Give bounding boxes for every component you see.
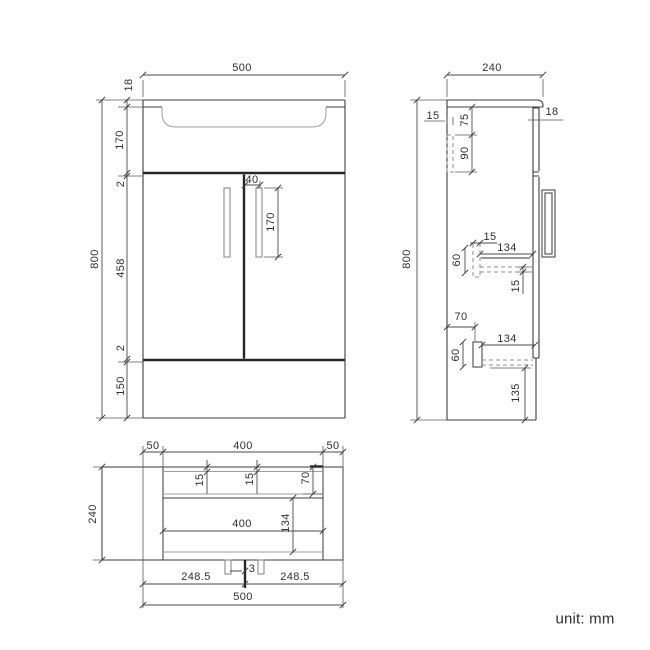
left-door-handle	[224, 188, 230, 257]
dim-side-lower-bracket-offset: 70	[454, 311, 468, 323]
dim-side-upper-shelf-thickness: 15	[510, 279, 522, 293]
dim-side-upper-bracket-thickness: 15	[483, 231, 497, 243]
dim-side-upper-shelf-depth: 134	[497, 242, 517, 254]
dim-front-door-height: 458	[115, 258, 127, 278]
unit-label: unit: mm	[555, 610, 615, 628]
front-view	[89, 62, 348, 421]
plan-right-foot	[258, 560, 264, 574]
dim-side-rail-height: 90	[459, 146, 471, 160]
dim-side-overall-depth: 240	[482, 62, 502, 74]
dim-plan-inner-width-bottom: 400	[232, 518, 252, 530]
dim-side-plinth-clearance: 135	[510, 383, 522, 403]
dim-plan-left-half: 248.5	[181, 571, 211, 583]
dim-front-overall-width: 500	[232, 62, 252, 74]
side-door-handle-inner	[545, 193, 552, 254]
dim-front-worktop-thickness: 18	[123, 78, 135, 92]
hidden-wall-rail	[447, 135, 453, 172]
dim-plan-overall-width: 500	[233, 591, 253, 603]
dim-side-worktop-thickness: 18	[545, 106, 559, 118]
dim-front-handle-length: 170	[265, 212, 277, 232]
side-view	[401, 62, 563, 423]
dim-plan-center-gap: 3	[248, 563, 256, 575]
plan-left-foot	[225, 560, 231, 574]
dim-front-bottom-gap: 2	[115, 344, 127, 352]
dim-plan-overall-depth: 240	[87, 504, 99, 524]
dim-plan-right-panel: 50	[326, 440, 340, 452]
plan-right-panel	[323, 467, 343, 560]
dim-side-upper-bracket-height: 60	[451, 253, 463, 267]
dim-plan-right-half: 248.5	[280, 571, 310, 583]
dim-front-overall-height: 800	[89, 249, 101, 269]
dim-side-back-panel: 15	[426, 110, 440, 122]
dim-front-top-gap: 2	[115, 180, 127, 188]
dim-front-handle-offset: 40	[245, 174, 259, 186]
dim-front-plinth-height: 150	[115, 376, 127, 396]
plan-view	[87, 440, 346, 608]
dim-plan-top-band-depth: 70	[300, 471, 312, 485]
dim-plan-inner-depth: 134	[280, 513, 292, 533]
dim-front-basin-section: 170	[114, 130, 126, 150]
basin-outline	[162, 107, 326, 127]
dim-plan-back-inset-a: 15	[194, 473, 206, 487]
dim-side-lower-shelf-depth: 134	[497, 333, 517, 345]
dim-side-rail-offset: 75	[459, 113, 471, 127]
right-door-handle	[256, 188, 262, 257]
upper-shelf-bracket	[473, 243, 480, 277]
dim-plan-left-panel: 50	[146, 440, 160, 452]
dim-plan-back-inset-b: 15	[244, 472, 256, 486]
dim-plan-inner-width: 400	[233, 440, 253, 452]
dim-side-overall-height: 800	[401, 249, 413, 269]
plan-left-block	[102, 467, 163, 560]
dim-side-lower-bracket-height: 60	[450, 348, 462, 362]
